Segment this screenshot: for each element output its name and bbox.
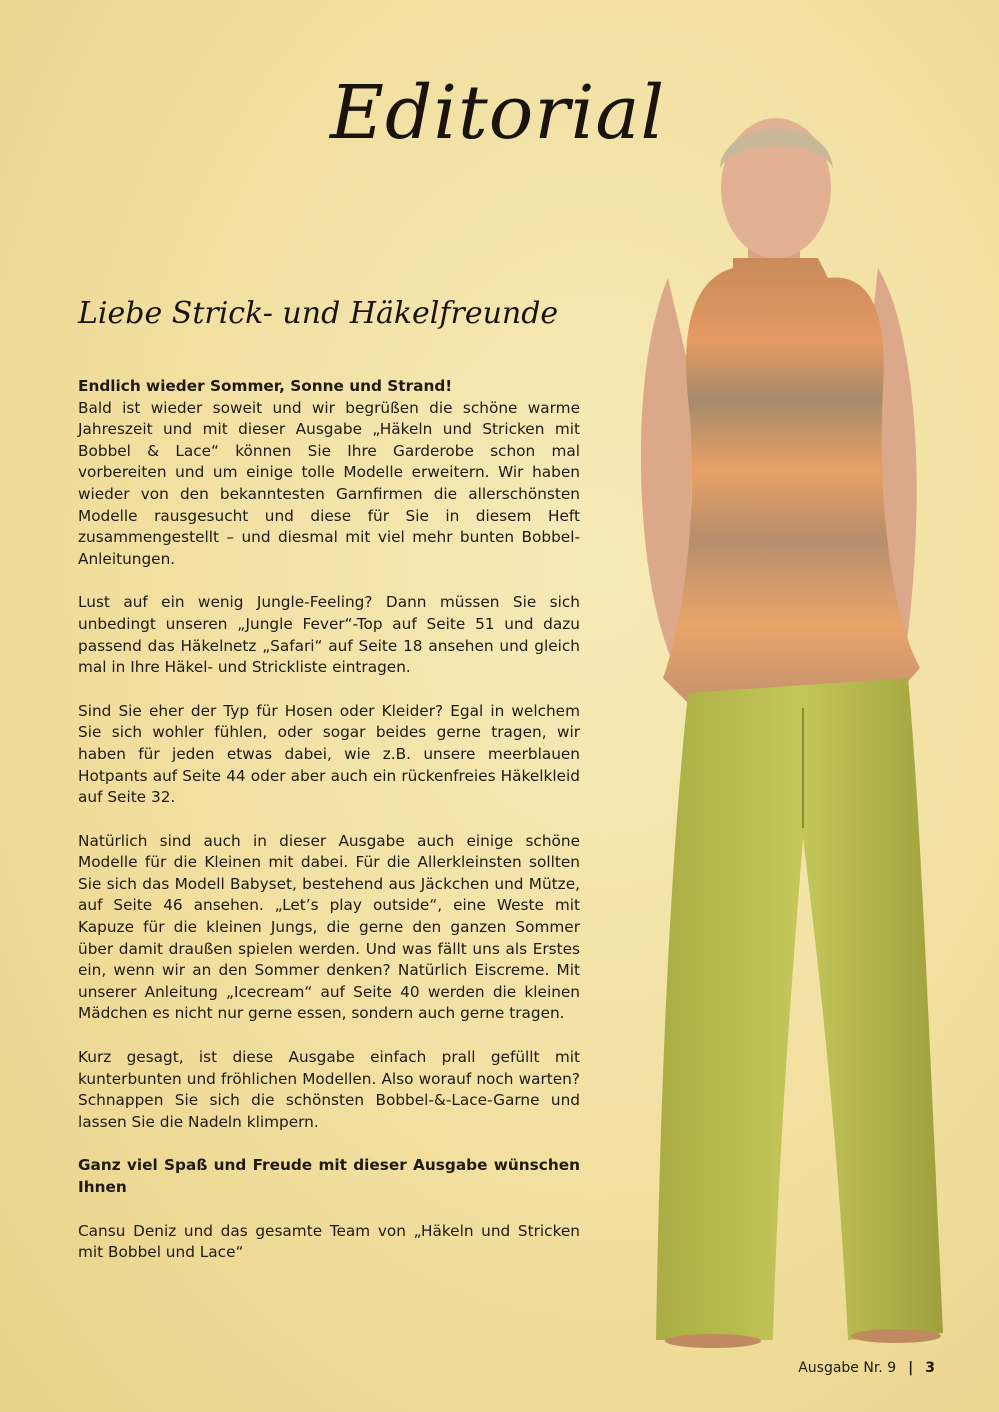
page-number: 3 xyxy=(925,1360,935,1376)
article-lead: Endlich wieder Sommer, Sonne und Strand! xyxy=(78,377,453,395)
wide-trousers xyxy=(656,678,943,1340)
editorial-article xyxy=(78,376,580,1286)
issue-label: Ausgabe Nr. 9 xyxy=(798,1360,897,1376)
article-paragraph-5: Kurz gesagt, ist diese Ausgabe einfach prall gefüllt mit kunterbunten und fröhlichen Modellen. Also worauf noch warten? Schnappen Sie sich die schönsten Bobbel-&-Lace-Garne und lassen Sie die Nadeln klimpern. xyxy=(78,1048,580,1131)
article-closing: Ganz viel Spaß und Freude mit dieser Ausgabe wünschen Ihnen xyxy=(78,1156,580,1196)
article-paragraph-4: Natürlich sind auch in dieser Ausgabe auch einige schöne Modelle für die Kleinen mit dabei. Für die Allerkleinsten sollten Sie sich das Modell Babyset, bestehend aus Jäckchen und Mütze, auf Seite 46 ansehen. „Let’s play outside“, eine Weste mit Kapuze für die kleinen Jungs, die gerne den ganzen Sommer über damit draußen spielen werden. Und was fällt uns als Erstes ein, wenn wir an den Sommer denken? Natürlich Eiscreme. Mit unserer Anleitung „Icecream“ auf Seite 40 werden die kleinen Mädchen es nicht nur gerne essen, sondern auch gerne tragen. xyxy=(78,831,580,1023)
greeting-heading: Liebe Strick- und Häkelfreunde xyxy=(78,296,559,331)
article-paragraph-2: Lust auf ein wenig Jungle-Feeling? Dann müssen Sie sich unbedingt unseren „Jungle Fever“-Top auf Seite 51 und dazu passend das Häkelnetz „Safari“ auf Seite 18 ansehen und gleich mal in Ihre Häkel- und Strickliste eintragen. xyxy=(78,593,580,677)
article-paragraph-3: Sind Sie eher der Typ für Hosen oder Kleider? Egal in welchem Sie sich wohler fühlen, oder sogar beides gerne tragen, wir haben für jeden etwas dabei, wie z.B. unsere meerblauen Hotpants auf Seite 44 oder aber auch ein rückenfreies Häkelkleid auf Seite 32. xyxy=(78,701,580,807)
page-title: Editorial xyxy=(330,70,666,156)
article-signature: Cansu Deniz und das gesamte Team von „Häkeln und Stricken mit Bobbel und Lace“ xyxy=(78,1221,580,1262)
footer-separator: | xyxy=(908,1360,914,1376)
article-paragraph-1: Bald ist wieder soweit und wir begrüßen die schöne warme Jahreszeit und mit dieser Ausgabe „Häkeln und Stricken mit Bobbel & Lace“ können Sie Ihre Garderobe schon mal vorbereiten und um einige tolle Modelle erweitern. Wir haben wieder von den bekanntesten Garnfirmen die allerschönsten Modelle rausgesucht und diese für Sie in diesem Heft zusammengestellt – und diesmal mit viel mehr bunten Bobbel-Anleitungen. xyxy=(78,398,580,568)
model-photo xyxy=(548,108,999,1348)
page-footer xyxy=(798,1360,935,1376)
